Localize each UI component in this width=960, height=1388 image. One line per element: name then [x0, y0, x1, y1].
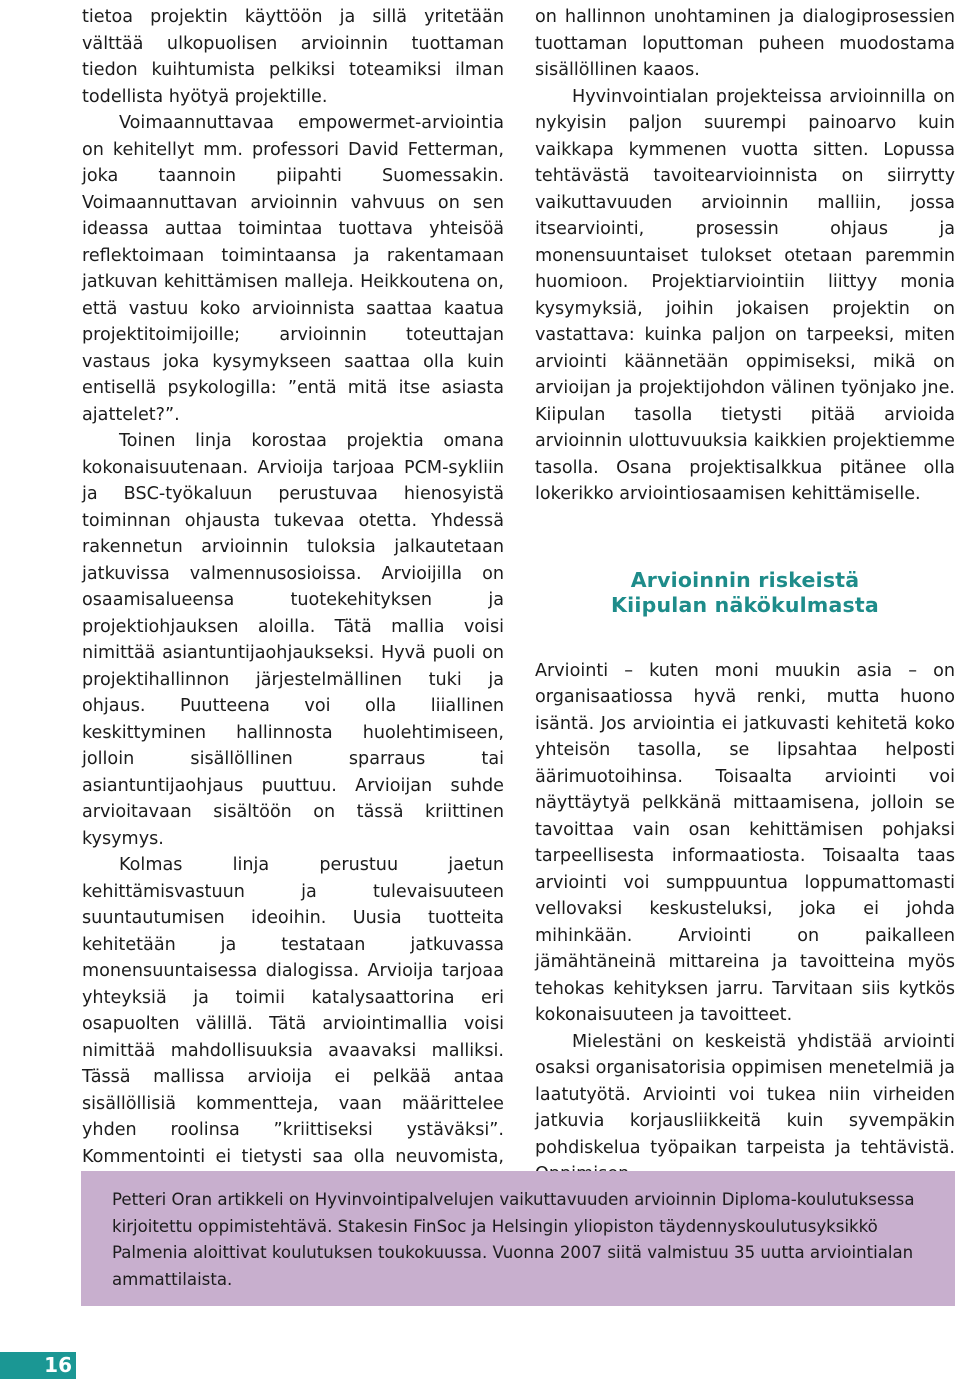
page-number-band	[0, 1352, 76, 1379]
body-paragraph: tietoa projektin käyttöön ja sillä yritetään välttää ulkopuolisen arvioinnin tuottaman tiedon kuihtumista pelkiksi toteamiksi ilman todellista hyötyä projektille.	[82, 7, 504, 107]
author-note-box	[81, 1171, 955, 1306]
author-note-text: Petteri Oran artikkeli on Hyvinvointipalvelujen vaikuttavuuden arvioinnin Diploma-koulutuksessa kirjoitettu oppimistehtävä. Stakesin FinSoc ja Helsingin yliopiston täydennyskoulutusyksikkö Palmenia aloittivat koulutuksen toukokuussa. Vuonna 2007 siitä valmistuu 35 uutta arviointialan ammattilaista.	[112, 1190, 915, 1289]
left-column	[82, 4, 504, 1223]
right-column	[535, 4, 955, 1188]
section-heading-line-2: Kiipulan näkökulmasta	[611, 592, 879, 617]
page-number: 16	[44, 1353, 72, 1377]
body-paragraph: Kolmas linja perustuu jaetun kehittämisvastuun ja tulevaisuuteen suuntautumisen ideoihin. Uusia tuotteita kehitetään ja testataan jatkuvassa monensuuntaisessa dialogissa. Arvioija tarjoaa yhteyksiä ja toimii katalysaattorina eri osapuolten välillä. Tätä arviointimallia voisi nimittää mahdollisuuksia avaavaksi malliksi. Tässä mallissa arvioija ei pelkää antaa sisällöllisiä kommentteja, vaan määrittelee yhden roolinsa ”kriittiseksi ystäväksi”. Kommentointi ei tietysti saa olla neuvomista,	[82, 855, 504, 1167]
body-paragraph: Toinen linja korostaa projektia omana kokonaisuutenaan. Arvioija tarjoaa PCM-sykliin ja BSC-työkaluun perustuvaa hienosyistä toiminnan ohjausta tukevaa otetta. Yhdessä rakennetun arvioinnin tuloksia jalkautetaan jatkuvissa valmennusosioissa. Arvioijilla on osaamisalueensa tuotekehityksen ja projektiohjauksen aloilla. Tätä mallia voisi nimittää asiantuntijaohjaukseksi. Hyvä puoli on projektihallinnon järjestelmällinen tuki ja ohjaus. Puutteena voi olla liiallinen keskittyminen hallinnosta huolehtimiseen, jolloin sisällöllinen sparraus tai asiantuntijaohjaus puuttuu. Arvioijan suhde arvioitavaan sisältöön on tässä kriittinen kysymys.	[82, 431, 504, 849]
body-paragraph: on hallinnon unohtaminen ja dialogiprosessien tuottaman loputtoman puheen muodostama sisällöllinen kaaos.	[535, 7, 955, 80]
section-heading	[535, 568, 955, 618]
body-paragraph: Mielestäni on keskeistä yhdistää arviointi osaksi organisatorisia oppimisen menetelmiä ja laatutyötä. Arviointi voi tukea niin virheiden jatkuvia korjausliikkeitä kuin syvempäkin pohdiskelua työpaikan tarpeista ja tehtävistä.	[535, 1031, 955, 1158]
section-heading-line-1: Arvioinnin riskeistä	[630, 567, 860, 592]
body-paragraph: Arviointi – kuten moni muukin asia – on organisaatiossa hyvä renki, mutta huono isäntä. Jos arviointia ei jatkuvasti kehitetä koko yhteisön tasolla, se lipsahtaa helposti äärimuotoihinsa. Toisaalta arviointi voi näyttäytyä pelkkänä mittaamisena, jolloin se tavoittaa vain osan kehittämisen pohjaksi tarpeellisesta informaatiosta. Toisaalta taas arviointi voi sumppuuntua loppumattomasti vellovaksi keskusteluksi, joka ei johda mihinkään. Arviointi on paikalleen jämähtäneinä mittareina ja tavoitteina myös tehokas kehityksen jarru. Tarvitaan siis kytkös kokonaisuuteen ja tavoitteet.	[535, 660, 955, 1025]
body-paragraph: Voimaannuttavaa empowermet-arviointia on kehitellyt mm. professori David Fetterman, joka taannoin piipahti Suomessakin. Voimaannuttavan arvioinnin vahvuus on sen ideassa auttaa toimintaa tuottava yhteisöä reflektoimaan toimintaansa ja rakentamaan jatkuvan kehittämisen malleja. Heikkoutena on, että vastuu koko arvioinnista saattaa kaatua projektitoimijoille; arvioinnin toteuttajan vastaus joka kysymykseen saattaa olla kuin entisellä psykologilla: ”entä mitä itse asiasta ajattelet?”.	[82, 113, 504, 425]
body-paragraph: Hyvinvointialan projekteissa arvioinnilla on nykyisin paljon suurempi painoarvo kuin vaikkapa kymmenen vuotta sitten. Lopussa tehtävästä tavoitearvioinnista on siirrytty vaikuttavuuden arvioinnin malliin, jossa itsearviointi, prosessin ohjaus ja monensuuntaiset tulokset otetaan paremmin huomioon. Projektiarviointiin liittyy monia kysymyksiä, joihin jokaisen projektin on vastattava: kuinka paljon on tarpeeksi, miten arviointi käännetään oppimiseksi, mikä on arvioijan ja projektijohdon välinen työnjako jne. Kiipulan tasolla tietysti pitää arvioida arvioinnin ulottuvuuksia kaikkien projektiemme tasolla. Osana projektisalkkua pitänee olla lokerikko arviointiosaamisen kehittämiselle.	[535, 86, 955, 504]
